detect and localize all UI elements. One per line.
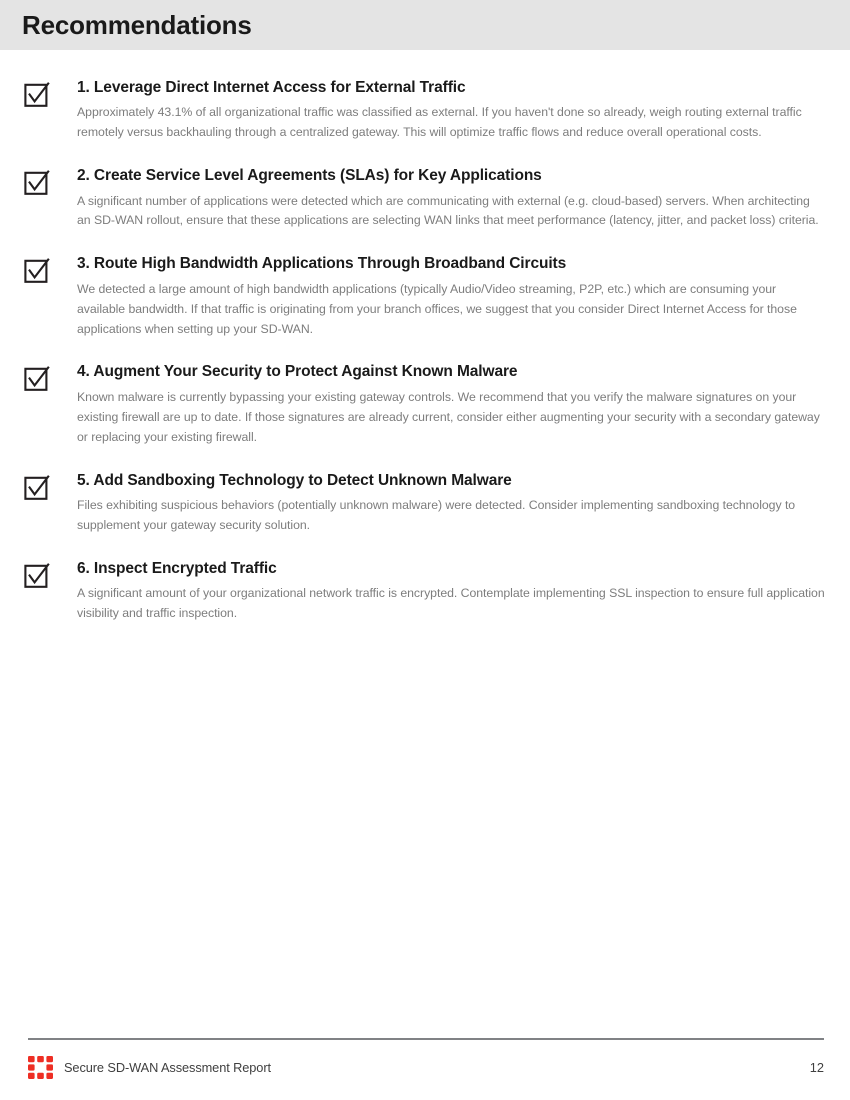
recommendation-title: 2. Create Service Level Agreements (SLAs) for Key Applications [77, 167, 542, 185]
list-item [24, 254, 826, 339]
checkbox-checked-icon[interactable] [24, 258, 50, 284]
list-item [24, 559, 826, 624]
recommendation-title: 6. Inspect Encrypted Traffic [77, 559, 277, 577]
checkbox-checked-icon[interactable] [24, 170, 50, 196]
recommendation-text: A significant amount of your organizational network traffic is encrypted. Contemplate implementing SSL inspection to ensure full application visibility and traffic inspection. [77, 586, 825, 621]
recommendation-title: 4. Augment Your Security to Protect Against Known Malware [77, 363, 518, 381]
list-item-body [77, 78, 825, 143]
recommendation-title: 5. Add Sandboxing Technology to Detect Unknown Malware [77, 471, 512, 489]
recommendation-text: A significant number of applications were detected which are communicating with external (e.g. cloud-based) servers. When architecting an SD-WAN rollout, ensure that these applications are selecting WAN links that meet performance (latency, jitter, and packet loss) criteria. [77, 193, 819, 228]
recommendation-text: Known malware is currently bypassing your existing gateway controls. We recommend that you verify the malware signatures on your existing firewall are up to date. If those signatures are already current, consider either augmenting your security with a secondary gateway or replacing your existing firewall. [77, 389, 820, 444]
recommendation-text: Files exhibiting suspicious behaviors (potentially unknown malware) were detected. Consider implementing sandboxing technology to supplement your gateway security solution. [77, 497, 796, 532]
footer-brand [28, 1056, 271, 1079]
footer-report-title: Secure SD-WAN Assessment Report [64, 1060, 271, 1075]
recommendation-title: 1. Leverage Direct Internet Access for External Traffic [77, 79, 466, 96]
list-item [24, 471, 826, 536]
list-item [24, 166, 826, 231]
checkbox-checked-icon[interactable] [24, 82, 50, 108]
checkbox-checked-icon[interactable] [24, 475, 50, 501]
list-item [24, 362, 826, 447]
page-title: Recommendations [22, 10, 252, 40]
footer-content [28, 1056, 824, 1079]
page-footer [0, 1038, 850, 1100]
page-header-bar [0, 0, 850, 50]
recommendations-list [0, 50, 850, 624]
checkbox-checked-icon[interactable] [24, 563, 50, 589]
page-number: 12 [809, 1060, 824, 1075]
recommendation-text: We detected a large amount of high bandwidth applications (typically Audio/Video streaming, P2P, etc.) which are consuming your available bandwidth. If that traffic is originating from your branch offices, we suggest that you consider Direct Internet Access for those applications when setting up your SD-WAN. [77, 281, 797, 336]
list-item-body [77, 362, 825, 447]
brand-grid-logo-icon [28, 1056, 53, 1079]
recommendation-title: 3. Route High Bandwidth Applications Through Broadband Circuits [77, 255, 567, 273]
list-item [24, 78, 826, 143]
recommendation-text: Approximately 43.1% of all organizational traffic was classified as external. If you haven't done so already, weigh routing external traffic remotely versus backhauling through a centralized gateway. This will optimize traffic flows and reduce overall operational costs. [77, 105, 802, 140]
list-item-body [77, 471, 825, 536]
checkbox-checked-icon[interactable] [24, 366, 50, 392]
list-item-body [77, 166, 825, 231]
list-item-body [77, 254, 825, 339]
footer-divider [28, 1038, 824, 1040]
list-item-body [77, 559, 825, 624]
